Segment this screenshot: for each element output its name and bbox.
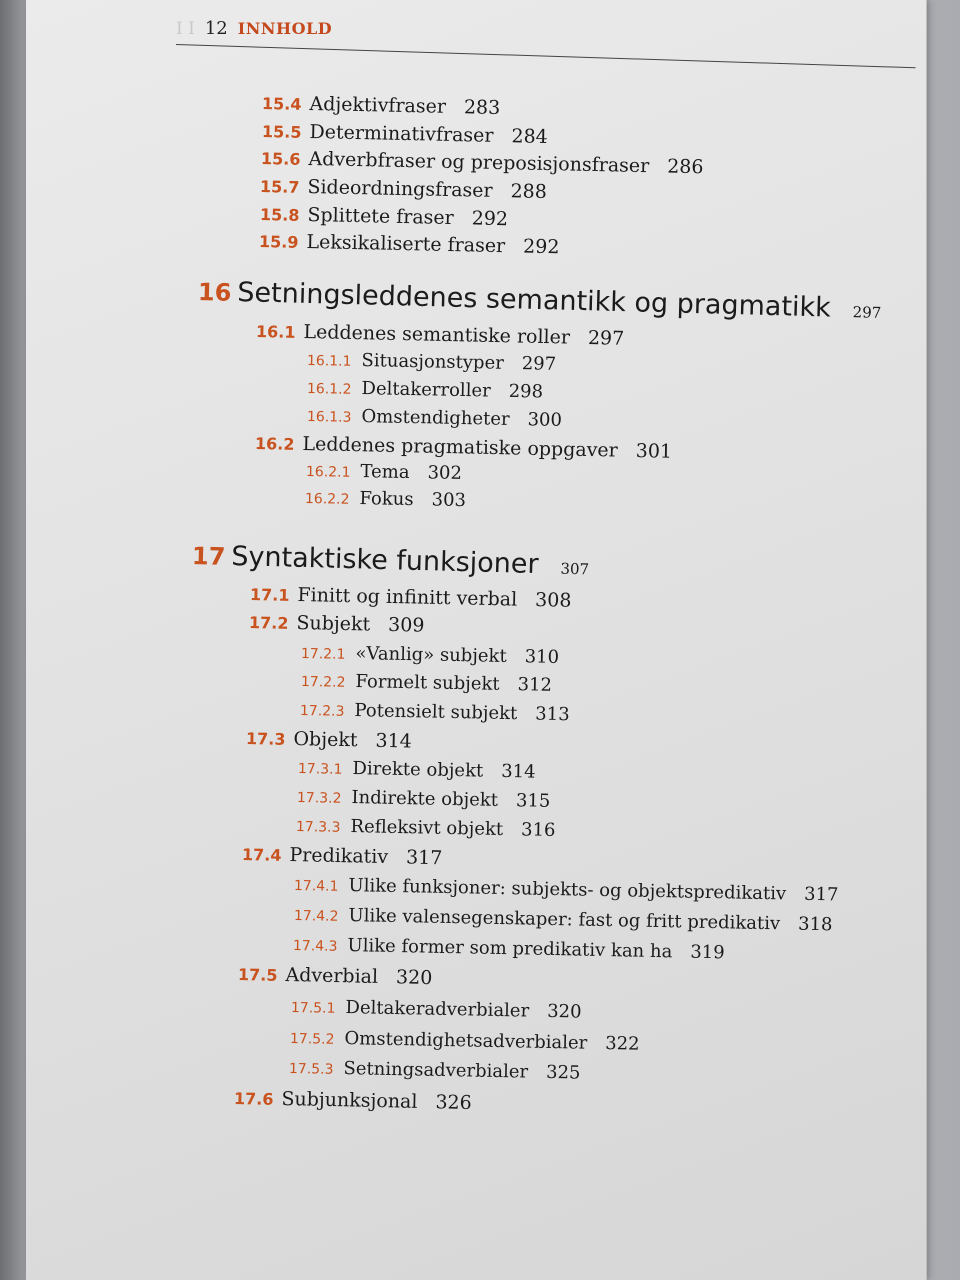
chapter-number: 17 xyxy=(191,542,226,571)
entry-number: 15.6 xyxy=(260,149,301,169)
toc-subentry xyxy=(289,1057,581,1084)
entry-page: 292 xyxy=(522,235,560,259)
entry-number: 16.2 xyxy=(254,434,295,454)
entry-title: Adjektivfraser xyxy=(309,92,447,118)
entry-page: 301 xyxy=(635,439,673,463)
entry-page: 292 xyxy=(471,207,509,231)
toc-entry xyxy=(246,727,412,752)
entry-title: Leddenes semantiske roller xyxy=(303,320,571,349)
entry-number: 15.9 xyxy=(258,232,299,252)
book-page xyxy=(26,0,927,1280)
toc-entry xyxy=(262,120,548,148)
subentry-page: 319 xyxy=(690,941,725,964)
toc-entry xyxy=(256,320,625,350)
table-of-contents xyxy=(26,0,926,1280)
subentry-title: Indirekte objekt xyxy=(351,787,499,811)
entry-title: Subjekt xyxy=(296,611,371,636)
entry-title: Leksikaliserte fraser xyxy=(306,230,506,258)
toc-entry xyxy=(242,843,443,869)
toc-subentry xyxy=(307,405,562,431)
subentry-page: 315 xyxy=(515,790,551,812)
toc-subentry xyxy=(291,996,582,1023)
entry-title: Splittete fraser xyxy=(307,203,454,230)
entry-number: 17.5 xyxy=(237,965,278,985)
subentry-title: Potensielt subjekt xyxy=(354,700,518,725)
subentry-title: Fokus xyxy=(359,488,414,511)
entry-title: Predikativ xyxy=(289,843,389,869)
toc-subentry xyxy=(307,377,543,403)
subentry-page: 300 xyxy=(527,409,563,431)
entry-page: 286 xyxy=(666,155,704,179)
subentry-page: 316 xyxy=(520,819,556,841)
toc-chapter xyxy=(192,540,590,581)
subentry-page: 314 xyxy=(500,760,536,783)
toc-entry xyxy=(249,611,425,637)
subentry-number: 17.4.2 xyxy=(293,908,339,925)
subentry-page: 320 xyxy=(546,1000,582,1023)
subentry-page: 303 xyxy=(431,489,467,512)
subentry-page: 310 xyxy=(524,646,560,668)
subentry-number: 16.2.1 xyxy=(305,464,351,481)
subentry-title: Direkte objekt xyxy=(352,758,484,782)
subentry-title: Refleksivt objekt xyxy=(350,816,504,840)
entry-page: 283 xyxy=(463,96,501,119)
subentry-page: 297 xyxy=(521,353,557,375)
subentry-page: 325 xyxy=(545,1061,581,1084)
subentry-number: 17.2.2 xyxy=(300,674,346,691)
chapter-number: 16 xyxy=(197,278,232,307)
entry-title: Adverbial xyxy=(285,963,379,988)
entry-number: 15.4 xyxy=(261,94,302,114)
subentry-page: 322 xyxy=(605,1033,640,1055)
entry-page: 326 xyxy=(435,1091,472,1114)
entry-title: Adverbfraser og preposisjonsfraser xyxy=(308,147,650,178)
entry-page: 314 xyxy=(375,729,412,753)
entry-number: 17.2 xyxy=(248,613,289,633)
entry-number: 15.8 xyxy=(259,205,300,225)
page-number: 12 xyxy=(204,18,228,39)
chapter-title: Setningsleddenes semantikk og pragmatikk xyxy=(236,277,832,324)
subentry-title: Deltakerroller xyxy=(361,378,491,402)
toc-subentry xyxy=(296,815,556,841)
section-title: INNHOLD xyxy=(237,19,333,38)
toc-subentry xyxy=(306,460,462,484)
toc-subentry xyxy=(294,874,839,905)
subentry-number: 17.3.2 xyxy=(296,790,342,807)
toc-subentry xyxy=(290,1027,640,1055)
toc-entry xyxy=(238,963,433,989)
entry-number: 16.1 xyxy=(255,322,296,342)
subentry-title: Situasjonstyper xyxy=(361,350,505,374)
toc-subentry xyxy=(293,934,725,963)
entry-number: 15.5 xyxy=(261,122,302,142)
subentry-number: 16.1.1 xyxy=(306,353,352,370)
toc-subentry xyxy=(300,699,570,725)
entry-page: 320 xyxy=(395,966,433,990)
chapter-page: 307 xyxy=(560,559,590,579)
subentry-title: Formelt subjekt xyxy=(355,671,500,695)
subentry-number: 17.4.1 xyxy=(293,878,339,895)
entry-number: 17.4 xyxy=(241,845,282,865)
subentry-number: 17.5.2 xyxy=(289,1031,335,1048)
entry-title: Leddenes pragmatiske oppgaver xyxy=(302,432,618,462)
toc-subentry xyxy=(297,786,551,812)
entry-number: 17.6 xyxy=(233,1089,274,1109)
subentry-title: «Vanlig» subjekt xyxy=(355,643,507,667)
subentry-title: Deltakeradverbialer xyxy=(345,997,530,1022)
entry-page: 317 xyxy=(405,846,443,870)
subentry-number: 17.5.3 xyxy=(288,1061,334,1078)
subentry-page: 318 xyxy=(797,913,833,936)
toc-entry xyxy=(250,583,572,612)
entry-page: 308 xyxy=(534,588,572,612)
subentry-number: 17.2.3 xyxy=(299,703,345,720)
entry-number: 17.1 xyxy=(249,585,290,605)
entry-number: 15.7 xyxy=(259,177,300,197)
toc-subentry xyxy=(301,642,559,668)
entry-page: 288 xyxy=(510,180,548,204)
subentry-number: 17.3.3 xyxy=(295,819,341,836)
chapter-title: Syntaktiske funksjoner xyxy=(230,541,539,581)
toc-subentry xyxy=(301,670,552,696)
chapter-page: 297 xyxy=(852,303,882,322)
subentry-number: 16.1.2 xyxy=(306,381,352,398)
entry-title: Finitt og infinitt verbal xyxy=(297,583,518,611)
subentry-number: 16.2.2 xyxy=(304,491,350,508)
toc-chapter xyxy=(198,276,882,325)
entry-title: Determinativfraser xyxy=(309,120,494,147)
toc-entry xyxy=(262,92,501,119)
entry-title: Sideordningsfraser xyxy=(307,175,493,202)
book-edge xyxy=(0,0,26,1280)
entry-title: Subjunksjonal xyxy=(281,1087,418,1113)
toc-entry xyxy=(261,147,704,178)
subentry-title: Tema xyxy=(360,461,410,483)
subentry-title: Ulike former som predikativ kan ha xyxy=(347,935,673,963)
toc-subentry xyxy=(294,904,833,935)
subentry-title: Ulike funksjoner: subjekts- og objektspredikativ xyxy=(348,875,787,905)
subentry-page: 302 xyxy=(427,462,463,484)
toc-entry xyxy=(259,230,560,258)
subentry-number: 16.1.3 xyxy=(306,409,352,426)
subentry-page: 312 xyxy=(517,674,553,696)
entry-page: 284 xyxy=(511,125,548,148)
subentry-page: 317 xyxy=(803,883,839,906)
subentry-page: 298 xyxy=(508,380,544,403)
toc-entry xyxy=(260,175,547,203)
entry-page: 297 xyxy=(587,326,625,350)
toc-entry xyxy=(255,432,672,463)
subentry-number: 17.5.1 xyxy=(290,1000,336,1017)
subentry-title: Omstendigheter xyxy=(361,406,510,430)
subentry-number: 17.2.1 xyxy=(300,646,346,663)
entry-number: 17.3 xyxy=(245,729,286,749)
entry-title: Objekt xyxy=(293,727,358,752)
toc-subentry xyxy=(307,349,557,375)
subentry-number: 17.3.1 xyxy=(297,761,343,778)
entry-page: 309 xyxy=(387,613,425,637)
subentry-title: Ulike valensegenskaper: fast og fritt predikativ xyxy=(348,905,781,935)
toc-subentry xyxy=(305,487,466,511)
toc-entry xyxy=(234,1087,472,1114)
toc-subentry xyxy=(298,757,536,783)
toc-entry xyxy=(260,203,508,230)
subentry-page: 313 xyxy=(535,703,570,726)
subentry-number: 17.4.3 xyxy=(292,938,338,955)
subentry-title: Setningsadverbialer xyxy=(343,1058,529,1083)
header-marks: I I xyxy=(176,19,195,39)
subentry-title: Omstendighetsadverbialer xyxy=(344,1028,588,1054)
